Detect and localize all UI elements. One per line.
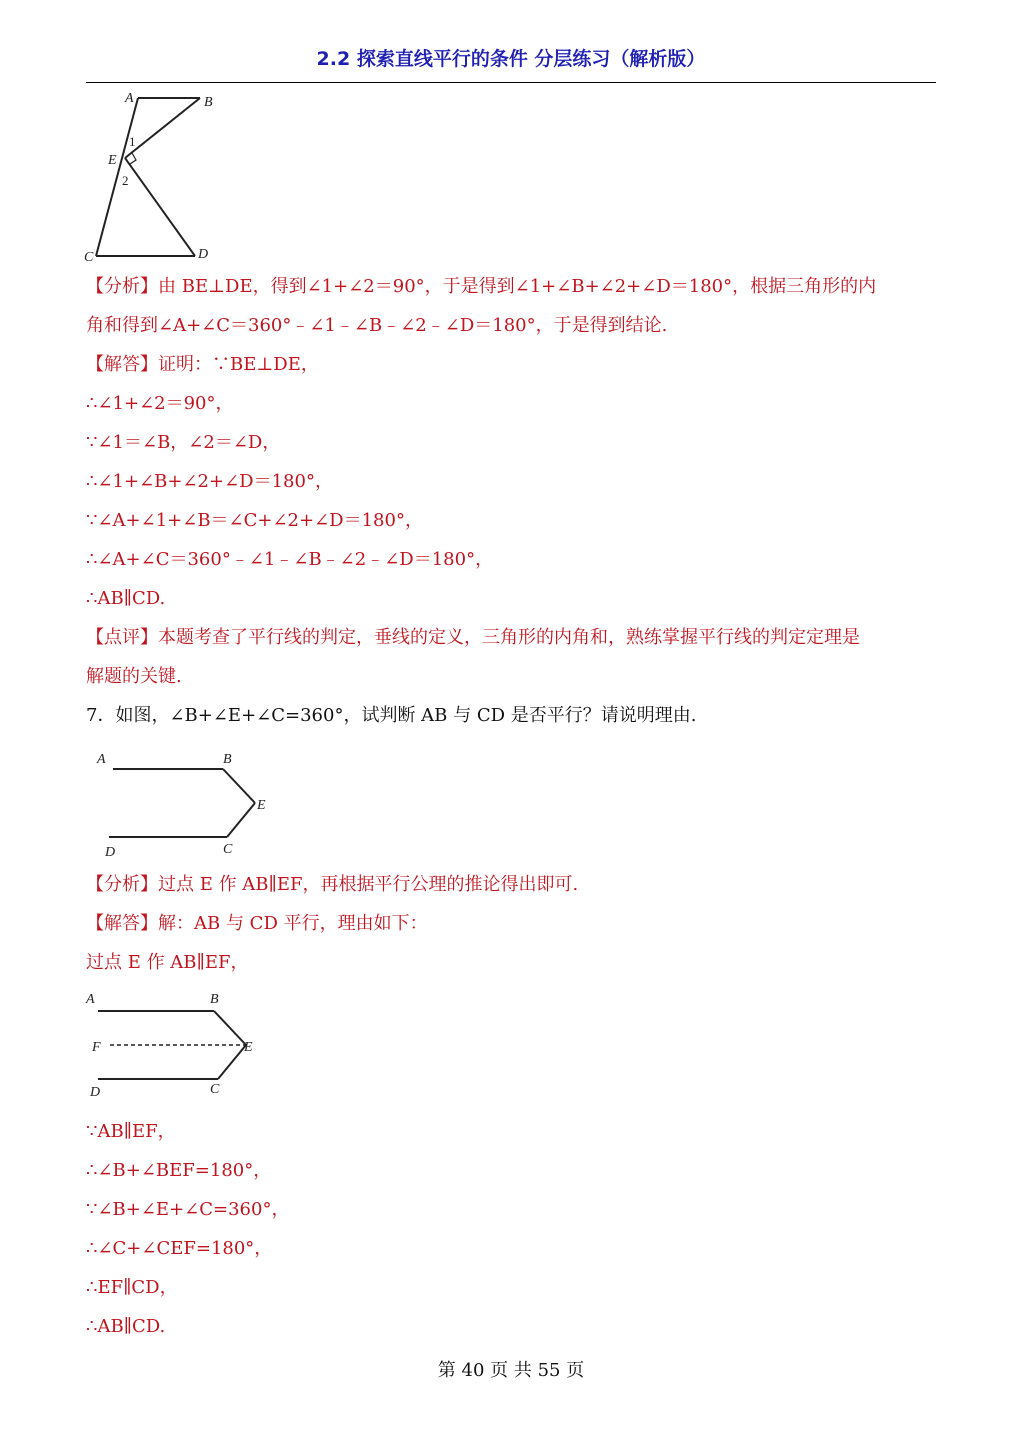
label-angle-1: 1 — [129, 134, 136, 149]
comment-text: 本题考查了平行线的判定，垂线的定义，三角形的内角和，熟练掌握平行线的判定定理是 — [158, 627, 860, 648]
label-e: E — [244, 1040, 253, 1055]
right-angle-mark — [130, 153, 136, 164]
proof-step: ∴EF∥CD， — [86, 1277, 178, 1298]
comment-tag: 【点评】 — [86, 627, 158, 648]
segment-ec — [218, 1045, 246, 1079]
analysis-tag: 【分析】 — [86, 276, 158, 297]
label-b: B — [204, 95, 213, 110]
label-a: A — [97, 752, 106, 767]
proof-step: ∴∠1+∠2＝90°， — [86, 393, 234, 414]
proof-step: ∴∠C+∠CEF=180°， — [86, 1238, 273, 1259]
answer-intro: 解：AB 与 CD 平行，理由如下： — [158, 913, 428, 934]
label-e: E — [108, 153, 117, 168]
segment-ed — [125, 158, 195, 256]
analysis-line-2: 角和得到∠A+∠C＝360°﹣∠1﹣∠B﹣∠2﹣∠D＝180°，于是得到结论. — [86, 315, 668, 336]
answer-tag: 【解答】 — [86, 913, 158, 934]
page-title: 2.2 探索直线平行的条件 分层练习（解析版） — [316, 48, 706, 70]
proof-step: ∴∠1+∠B+∠2+∠D＝180°， — [86, 471, 333, 492]
label-c: C — [223, 842, 233, 857]
segment-be — [223, 769, 255, 803]
label-d: D — [90, 1085, 101, 1100]
proof-step: ∴AB∥CD. — [86, 1316, 166, 1337]
answer-intro: 证明：∵BE⊥DE， — [158, 354, 319, 375]
answer-tag: 【解答】 — [86, 354, 158, 375]
label-b: B — [223, 752, 232, 767]
segment-ac — [96, 98, 138, 256]
comment-line-2: 解题的关键. — [86, 666, 182, 687]
page-number: 第 40 页 共 55 页 — [437, 1360, 585, 1381]
comment-line-1 — [86, 626, 860, 650]
proof-step: ∵AB∥EF， — [86, 1121, 176, 1142]
segment-be — [214, 1011, 246, 1045]
label-d: D — [105, 845, 116, 860]
analysis-line — [86, 873, 578, 897]
label-a: A — [125, 91, 134, 106]
segment-ec — [227, 803, 255, 837]
label-c: C — [84, 250, 94, 265]
figure-question-7 — [95, 745, 285, 865]
answer-line — [86, 353, 319, 377]
label-b: B — [210, 992, 219, 1007]
analysis-tag: 【分析】 — [86, 874, 158, 895]
analysis-line-1 — [86, 275, 876, 299]
label-f: F — [92, 1040, 101, 1055]
analysis-text: 过点 E 作 AB∥EF，再根据平行公理的推论得出即可. — [158, 874, 579, 895]
label-c: C — [210, 1082, 220, 1097]
label-angle-2: 2 — [122, 173, 129, 188]
proof-step: ∵∠A+∠1+∠B＝∠C+∠2+∠D＝180°， — [86, 510, 423, 531]
label-d: D — [198, 247, 209, 262]
figure-triangles — [80, 88, 230, 268]
proof-step: ∴∠A+∠C＝360°﹣∠1﹣∠B﹣∠2﹣∠D＝180°， — [86, 549, 494, 570]
answer-line — [86, 912, 428, 936]
figure-auxiliary-line — [82, 985, 272, 1105]
construction-line: 过点 E 作 AB∥EF， — [86, 952, 249, 973]
proof-step: ∵∠1＝∠B，∠2＝∠D， — [86, 432, 281, 453]
proof-step: ∴AB∥CD. — [86, 588, 166, 609]
analysis-text: 由 BE⊥DE，得到∠1+∠2＝90°，于是得到∠1+∠B+∠2+∠D＝180°，根据三角形的内 — [158, 276, 877, 297]
proof-step: ∴∠B+∠BEF=180°， — [86, 1160, 272, 1181]
label-e: E — [257, 798, 266, 813]
header-divider — [86, 82, 936, 83]
question-7: 7．如图，∠B+∠E+∠C=360°，试判断 AB 与 CD 是否平行？请说明理由. — [86, 705, 697, 726]
proof-step: ∵∠B+∠E+∠C=360°， — [86, 1199, 290, 1220]
label-a: A — [86, 992, 95, 1007]
